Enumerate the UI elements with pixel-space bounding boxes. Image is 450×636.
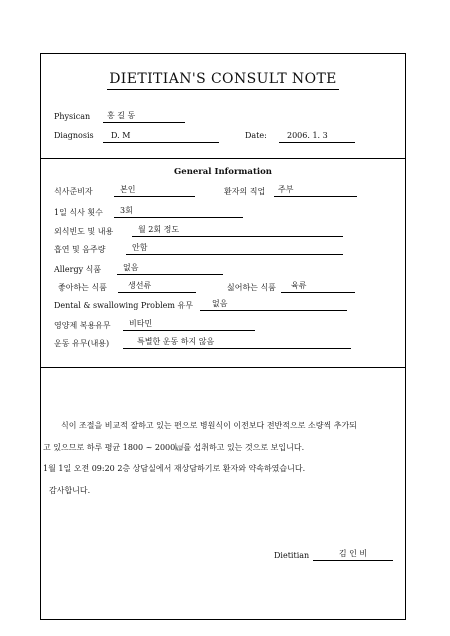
field-label: Dental & swallowing Problem 유무 — [54, 301, 193, 310]
field-label: 운동 유무(내용) — [54, 339, 110, 348]
field-value: 비타민 — [123, 318, 255, 331]
page-title — [41, 68, 405, 90]
field-value: 육류 — [281, 280, 355, 293]
general-info-heading: General Information — [174, 167, 272, 177]
physician-value: 홍 길 동 — [103, 110, 185, 123]
field-value: 월 2회 정도 — [132, 224, 343, 237]
date-value: 2006. 1. 3 — [279, 130, 355, 143]
consult-note-form — [40, 53, 406, 620]
title-text: DIETITIAN'S CONSULT NOTE — [107, 71, 339, 90]
note-line: 1월 1일 오전 09:20 2층 상담실에서 재상담하기로 환자와 약속하였습니다. — [43, 464, 306, 473]
field-value: 안함 — [126, 242, 343, 255]
field-value: 없음 — [117, 262, 223, 275]
field-label: 환자의 직업 — [224, 187, 266, 196]
field-label: 싫어하는 식품 — [227, 283, 276, 292]
field-label: 영양제 복용유무 — [54, 321, 111, 330]
note-line: 감사합니다. — [49, 485, 91, 495]
note-body — [43, 415, 357, 501]
dietitian-value: 김 인 비 — [313, 548, 393, 561]
field-value: 주부 — [274, 184, 357, 197]
field-label: 식사준비자 — [54, 187, 93, 196]
divider — [41, 367, 405, 368]
diagnosis-value: D. M — [103, 130, 219, 143]
physician-label: Physican — [54, 112, 91, 121]
field-value: 없음 — [200, 298, 347, 311]
note-line: 식이 조절을 비교적 잘하고 있는 편으로 병원식이 이전보다 전반적으로 소량씩 추가되 — [61, 421, 357, 430]
field-value: 본인 — [114, 184, 195, 197]
field-label: 1일 식사 횟수 — [54, 208, 103, 217]
field-value: 특별한 운동 하지 않음 — [123, 336, 351, 349]
date-label: Date: — [245, 131, 267, 140]
field-label: 좋아하는 식품 — [58, 283, 107, 292]
field-label: 흡연 및 음주량 — [54, 245, 106, 254]
field-value: 생선류 — [118, 280, 196, 293]
dietitian-label: Dietitian — [274, 551, 310, 560]
field-label: 외식빈도 및 내용 — [54, 227, 114, 236]
note-line: 고 있으므로 하루 평균 1800 ~ 2000㎉를 섭취하고 있는 것으로 보입니다. — [43, 442, 305, 452]
divider — [41, 158, 405, 159]
field-label: Allergy 식품 — [54, 265, 102, 274]
diagnosis-label: Diagnosis — [54, 131, 94, 140]
field-value: 3회 — [114, 205, 243, 218]
